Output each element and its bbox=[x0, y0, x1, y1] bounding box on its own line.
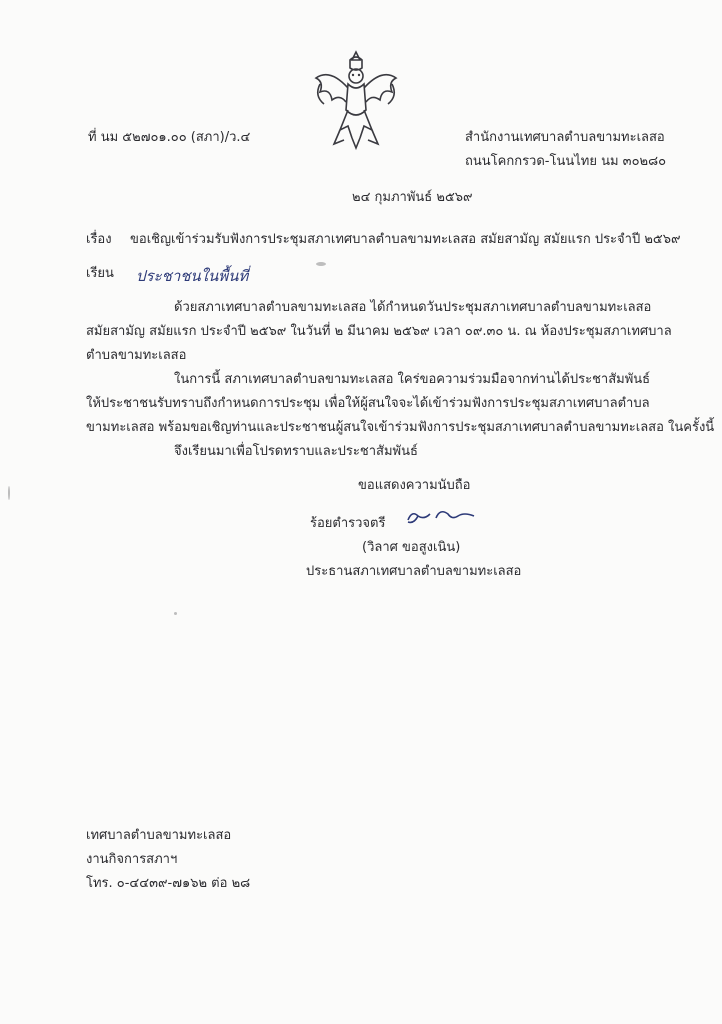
paragraph-2-line-1: ในการนี้ สภาเทศบาลตำบลขามทะเลสอ ใคร่ขอความร่วมมือจากท่านได้ประชาสัมพันธ์ bbox=[174, 372, 651, 387]
footer-department: งานกิจการสภาฯ bbox=[86, 852, 178, 867]
scan-speck bbox=[8, 486, 10, 500]
scan-speck bbox=[316, 262, 326, 266]
subject-text: ขอเชิญเข้าร่วมรับฟังการประชุมสภาเทศบาลตำบลขามทะเลสอ สมัยสามัญ สมัยแรก ประจำปี ๒๕๖๙ bbox=[130, 232, 681, 247]
paragraph-1-line-2: สมัยสามัญ สมัยแรก ประจำปี ๒๕๖๙ ในวันที่ ๒ มีนาคม ๒๕๖๙ เวลา ๐๙.๓๐ น. ณ ห้องประชุมสภาเทศบาล bbox=[86, 324, 672, 339]
salutation-label: เรียน bbox=[86, 266, 114, 281]
paragraph-1-line-3: ตำบลขามทะเลสอ bbox=[86, 348, 187, 363]
letter-date: ๒๔ กุมภาพันธ์ ๒๕๖๙ bbox=[352, 190, 473, 205]
garuda-emblem-icon bbox=[310, 48, 402, 152]
scan-speck bbox=[174, 612, 177, 615]
signer-rank: ร้อยตำรวจตรี bbox=[310, 516, 386, 531]
office-address: ถนนโคกกรวด-โนนไทย นม ๓๐๒๘๐ bbox=[465, 154, 667, 169]
subject-label: เรื่อง bbox=[86, 232, 112, 247]
reference-number: ที่ นม ๕๒๗๐๑.๐๐ (สภา)/ว.๔ bbox=[88, 130, 251, 145]
closing-regards: ขอแสดงความนับถือ bbox=[358, 478, 471, 493]
salutation-handwritten: ประชาชนในพื้นที่ bbox=[136, 267, 249, 285]
paragraph-3: จึงเรียนมาเพื่อโปรดทราบและประชาสัมพันธ์ bbox=[174, 444, 418, 459]
paragraph-2-line-2: ให้ประชาชนรับทราบถึงกำหนดการประชุม เพื่อให้ผู้สนใจจะได้เข้าร่วมฟังการประชุมสภาเทศบาลตำบล bbox=[86, 396, 650, 411]
paragraph-1-line-1: ด้วยสภาเทศบาลตำบลขามทะเลสอ ได้กำหนดวันประชุมสภาเทศบาลตำบลขามทะเลสอ bbox=[174, 300, 652, 315]
office-name: สำนักงานเทศบาลตำบลขามทะเลสอ bbox=[465, 130, 665, 145]
signature-icon bbox=[402, 504, 480, 530]
paragraph-2-line-3: ขามทะเลสอ พร้อมขอเชิญท่านและประชาชนผู้สนใจเข้าร่วมฟังการประชุมสภาเทศบาลตำบลขามทะเลสอ ในครั้งนี้ bbox=[86, 420, 715, 435]
signer-name: (วิลาศ ขอสูงเนิน) bbox=[362, 540, 461, 555]
footer-organization: เทศบาลตำบลขามทะเลสอ bbox=[86, 828, 232, 843]
signer-position: ประธานสภาเทศบาลตำบลขามทะเลสอ bbox=[306, 564, 522, 579]
footer-phone: โทร. ๐-๔๔๓๙-๗๑๖๒ ต่อ ๒๘ bbox=[86, 876, 251, 891]
